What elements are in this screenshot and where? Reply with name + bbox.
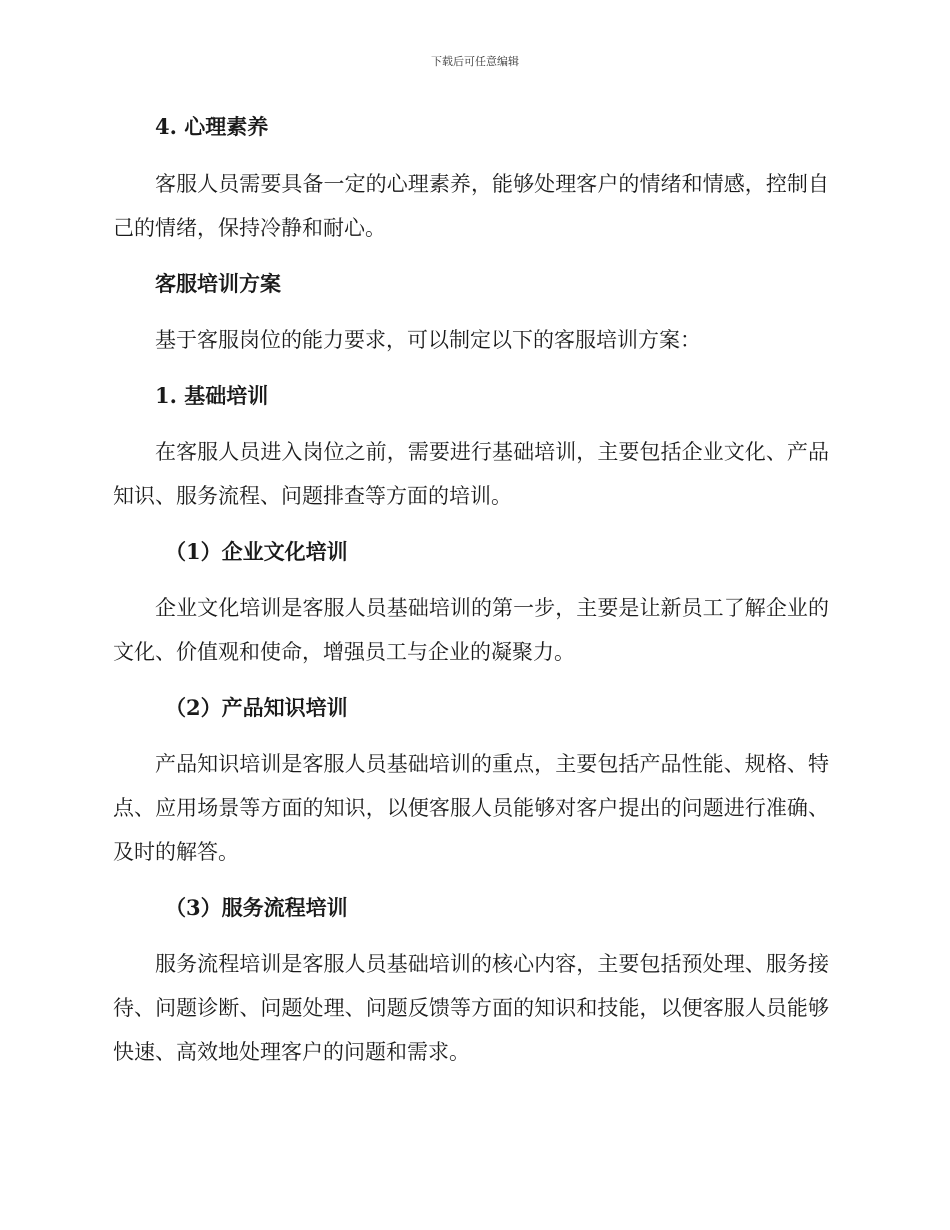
heading-training-plan: 客服培训方案	[155, 271, 281, 296]
paragraph-psychological-quality: 客服人员需要具备一定的心理素养，能够处理客户的情绪和情感，控制自己的情绪，保持冷静和耐心。	[113, 172, 829, 240]
paragraph-product-knowledge-training: 产品知识培训是客服人员基础培训的重点，主要包括产品性能、规格、特点、应用场景等方面的知识，以便客服人员能够对客户提出的问题进行准确、及时的解答。	[113, 752, 829, 864]
paragraph-basic-training: 在客服人员进入岗位之前，需要进行基础培训，主要包括企业文化、产品知识、服务流程、问题排查等方面的培训。	[113, 440, 829, 508]
heading-service-process-training: （3）服务流程培训	[165, 895, 348, 920]
paragraph-training-plan-intro: 基于客服岗位的能力要求，可以制定以下的客服培训方案：	[155, 328, 701, 352]
document-body	[113, 110, 829, 1074]
heading-basic-training: 1. 基础培训	[155, 383, 269, 408]
heading-corporate-culture-training: （1）企业文化培训	[165, 539, 348, 564]
heading-psychological-quality: 4. 心理素养	[155, 114, 269, 139]
paragraph-corporate-culture-training: 企业文化培训是客服人员基础培训的第一步，主要是让新员工了解企业的文化、价值观和使命，增强员工与企业的凝聚力。	[113, 596, 829, 664]
paragraph-service-process-training: 服务流程培训是客服人员基础培训的核心内容，主要包括预处理、服务接待、问题诊断、问题处理、问题反馈等方面的知识和技能，以便客服人员能够快速、高效地处理客户的问题和需求。	[113, 952, 829, 1064]
heading-product-knowledge-training: （2）产品知识培训	[165, 695, 348, 720]
page-header: 下载后可任意编辑	[431, 55, 519, 68]
